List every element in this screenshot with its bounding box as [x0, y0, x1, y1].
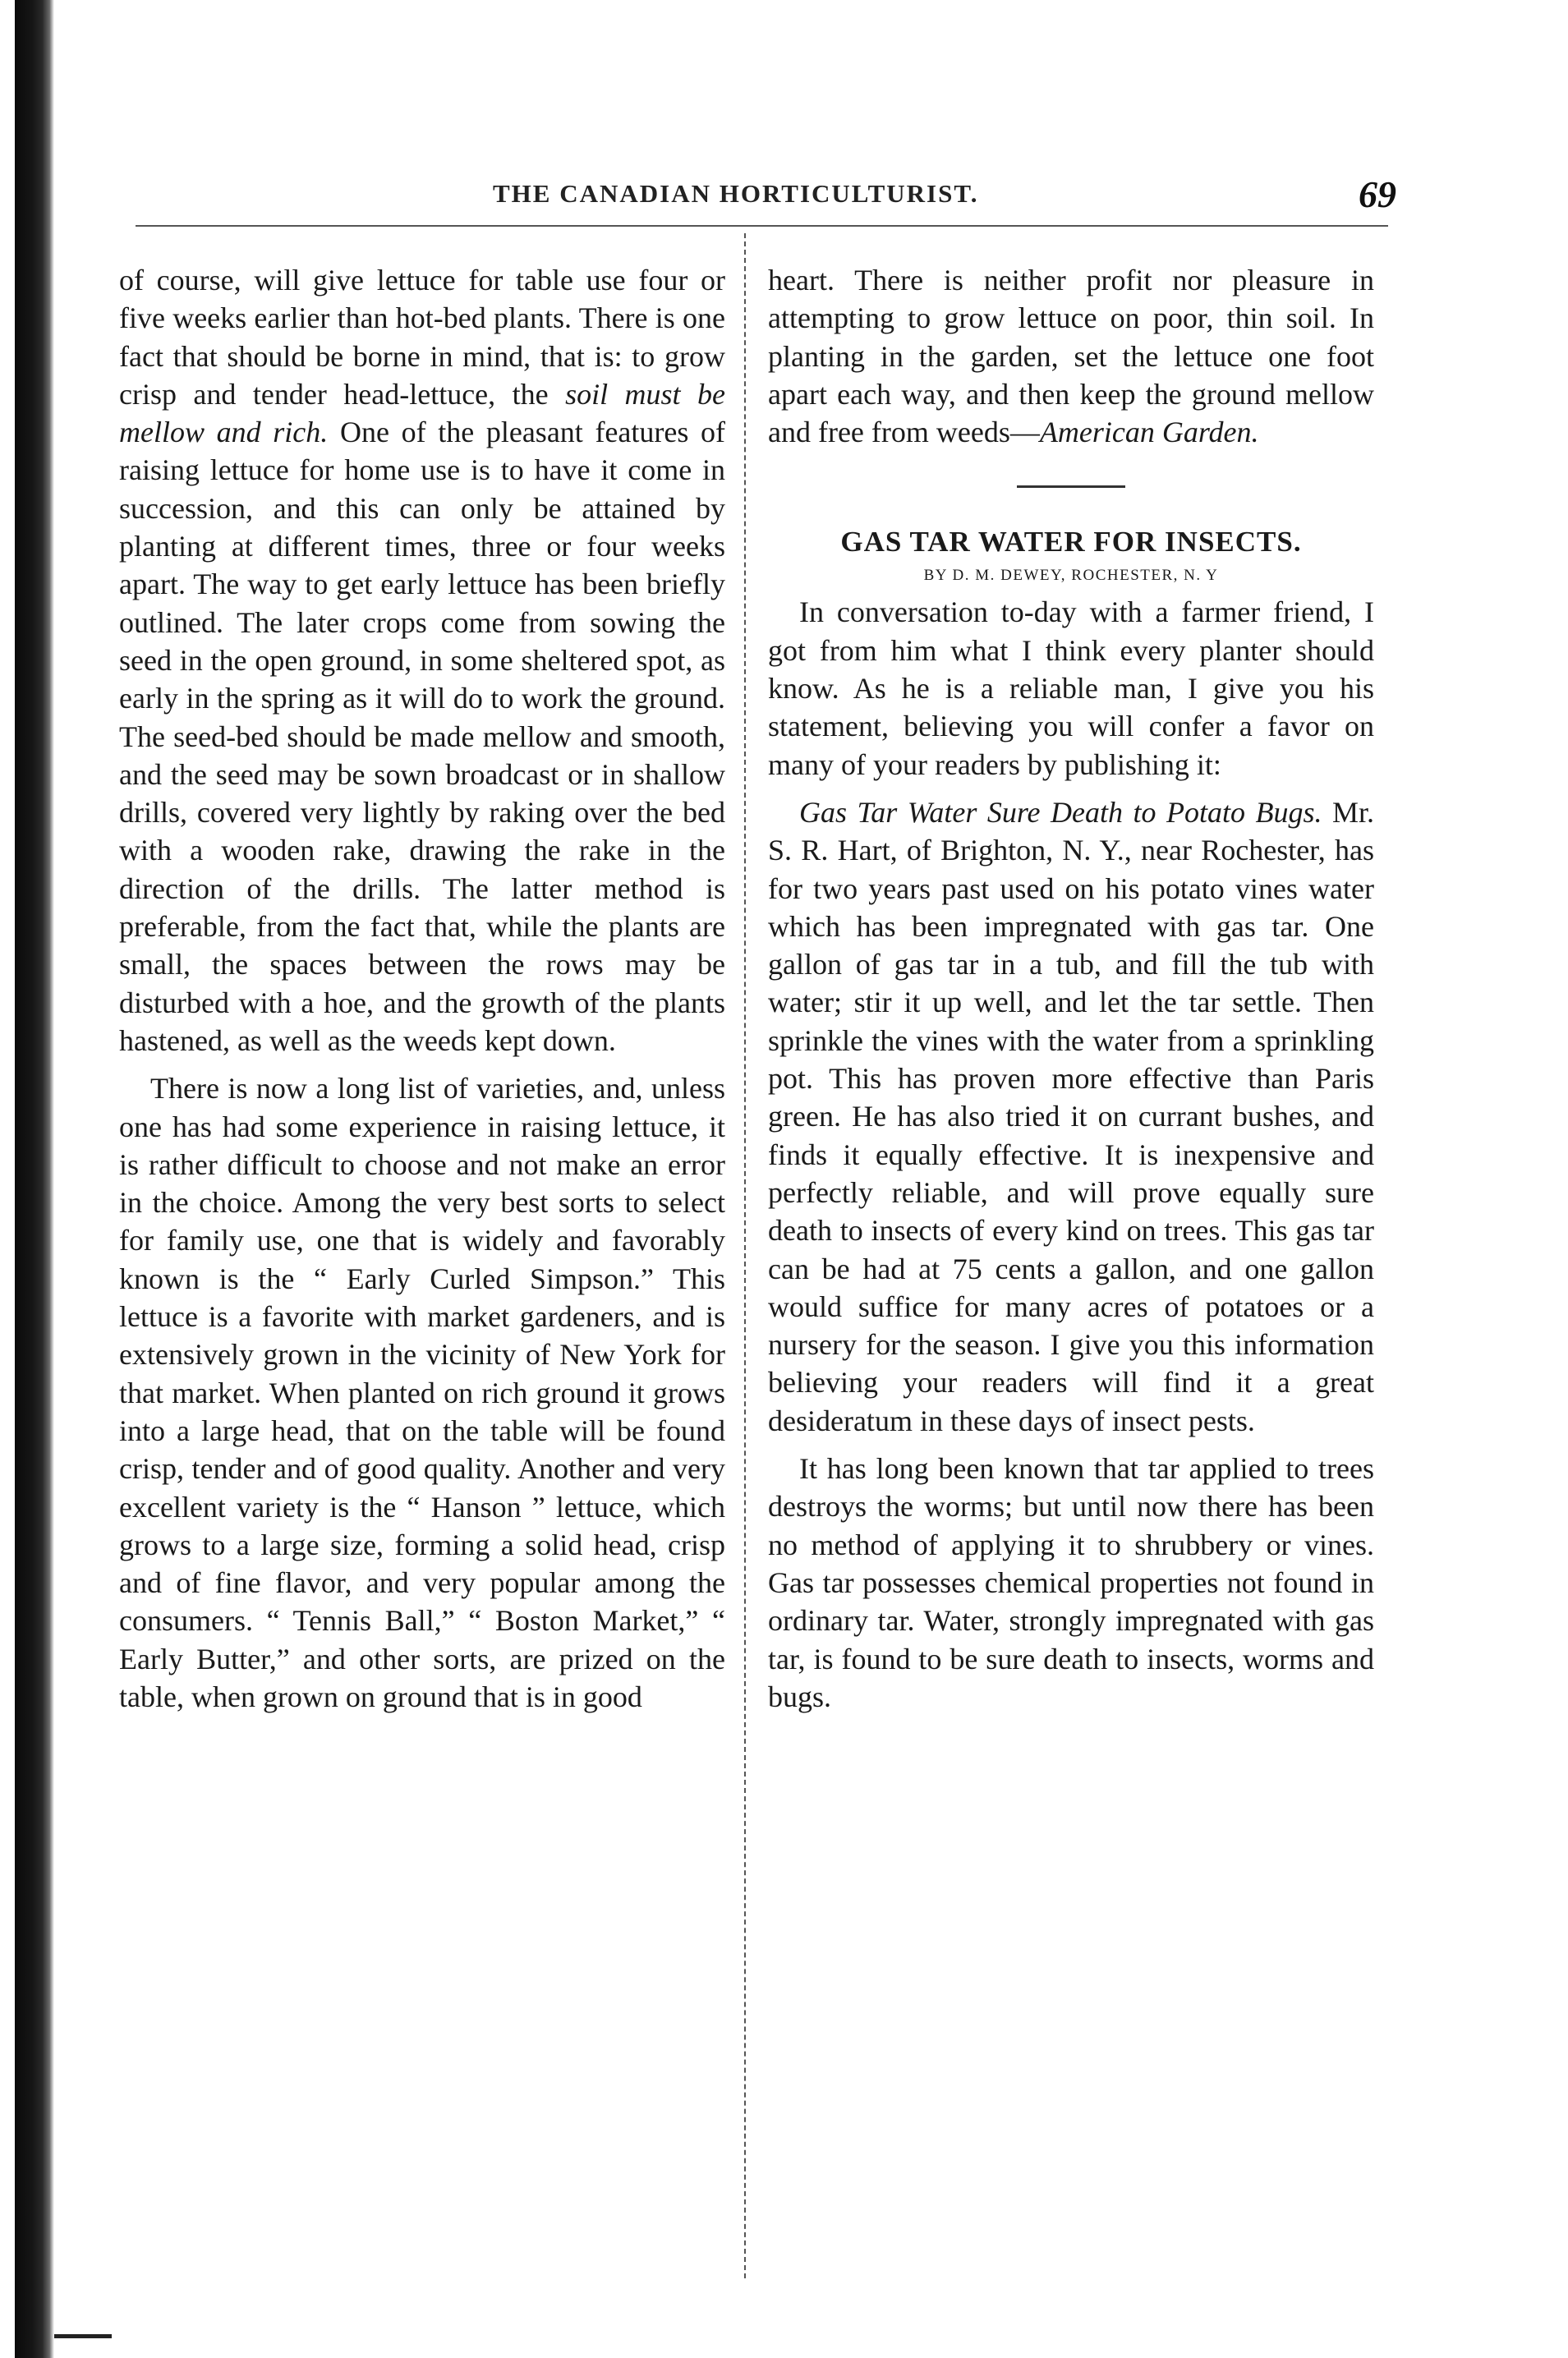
gas-tar-paragraph-3: It has long been known that tar applied to trees destroys the worms; but until now there has been no method of applying it to shrubbery or vines. Gas tar possesses chemical properties not found in ordinary tar. Water, strongly impregnated with gas tar, is found to be sure death to insects, worms and bugs.	[768, 1452, 1374, 1713]
gas-tar-paragraph-1: In conversation to-day with a farmer friend, I got from him what I think every planter should know. As he is a reliable man, I give you his statement, believing you will confer a favor on many of your readers by publishing it:	[768, 595, 1374, 781]
article-byline: BY D. M. DEWEY, ROCHESTER, N. Y	[923, 567, 1219, 585]
left-column	[119, 261, 725, 1716]
lettuce-paragraph-1	[119, 261, 725, 1059]
article-title: GAS TAR WATER FOR INSECTS.	[840, 526, 1302, 558]
gas-tar-paragraph-2	[768, 793, 1374, 1440]
gas-tar-p2-body: Mr. S. R. Hart, of Brighton, N. Y., near Rochester, has for two years past used on his potato vines water which has been impregnated with gas tar. One gallon of gas tar in a tub, and fill the tub with water; stir it up well, and let the tar settle. Then sprinkle the vines with the water from a sprinkling pot. This has proven more effective than Paris green. He has also tried it on currant bushes, and finds it equally effective. It is inexpensive and perfectly reliable, and will prove equally sure death to insects of every kind on trees. This gas tar can be had at 75 cents a gallon, and one gallon would suffice for many acres of potatoes or a nursery for the season. I give you this information believing your readers will find it a great desideratum in these days of insect pests.	[768, 795, 1374, 1437]
section-divider	[1017, 485, 1125, 488]
gas-tar-subheading: Gas Tar Water Sure Death to Potato Bugs.	[799, 795, 1322, 829]
page-number: 69	[1359, 173, 1396, 215]
running-head: THE CANADIAN HORTICULTURIST.	[493, 179, 979, 208]
lettuce-continuation-paragraph	[768, 261, 1374, 451]
lettuce-p1-text-after: One of the pleasant features of raising lettuce for home use is to have it come in succession, and this can only be attained by planting at different times, three or four weeks apart. The way to get early lettuce has been briefly outlined. The later crops come from sowing the seed in the open ground, in some sheltered spot, as early in the spring as it will do to work the ground. The seed-bed should be made mellow and smooth, and the seed may be sown broadcast or in shallow drills, covered very lightly by raking over the bed with a wooden rake, drawing the rake in the direction of the drills. The latter method is preferable, from the fact that, while the plants are small, the spaces between the rows may be disturbed with a hoe, and the growth of the plants hastened, as well as the weeds kept down.	[119, 416, 726, 1057]
page-header	[131, 172, 1396, 222]
lettuce-varieties-paragraph: There is now a long list of varieties, and, unless one has had some experience in raising lettuce, it is rather difficult to choose and not make an error in the choice. Among the very best sorts to select for family use, one that is widely and favorably known is the “ Early Curled Simpson.” This lettuce is a favorite with market gardeners, and is extensively grown in the vicinity of New York for that market. When planted on rich ground it grows into a large head, that on the table will be found crisp, tender and of good quality. Another and very excellent variety is the “ Hanson ” lettuce, which grows to a large size, forming a solid head, crisp and of fine flavor, and very popular among the consumers. “ Tennis Ball,” “ Boston Market,” “ Early Butter,” and other sorts, are prized on the table, when grown on ground that is in good	[119, 1072, 725, 1713]
page-binding-edge	[15, 0, 54, 2358]
lettuce-p1-text-before: of course, will give lettuce for table use four or five weeks earlier than hot-bed plants. There is one fact that should be borne in mind, that is: to grow crisp and tender head-lettuce, the	[119, 264, 725, 411]
header-rule	[136, 225, 1388, 227]
binding-edge-mark	[54, 2334, 112, 2338]
right-column	[768, 261, 1374, 1716]
soil-emphasis: soil must be mellow and rich.	[119, 377, 725, 449]
continuation-text: heart. There is neither profit nor pleasure in attempting to grow lettuce on poor, thin soil. In planting in the garden, set the lettuce one foot apart each way, and then keep the ground mellow and free from weeds—	[768, 264, 1374, 449]
source-attribution: American Garden.	[1039, 416, 1259, 449]
column-divider	[744, 233, 746, 2278]
